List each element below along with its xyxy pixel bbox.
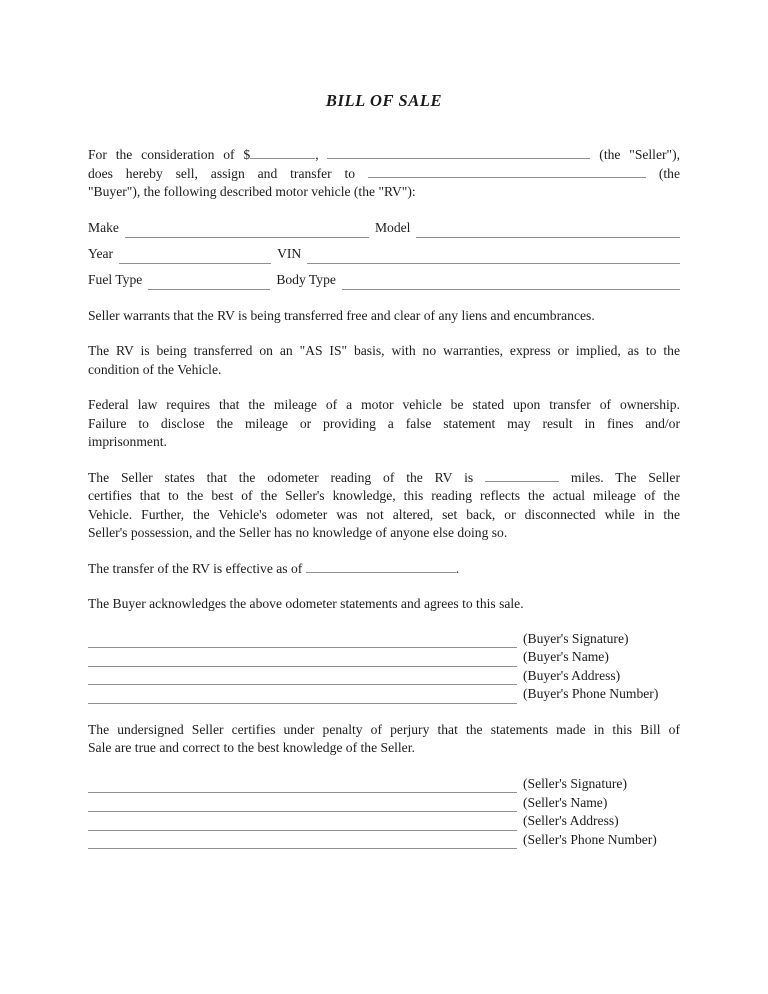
- model-label: Model: [374, 220, 411, 235]
- buyer-acknowledgement-paragraph: [88, 595, 680, 614]
- fuel-type-field-blank[interactable]: [148, 275, 270, 290]
- fuel-type-label: Fuel Type: [88, 272, 143, 287]
- transfer-date-text: The transfer of the RV is effective as of: [88, 560, 303, 576]
- seller-signature-block: [88, 775, 680, 849]
- odometer-reading-blank[interactable]: [485, 469, 559, 482]
- year-field-blank[interactable]: [119, 249, 271, 264]
- seller-signature-row: [88, 775, 680, 794]
- fuel-body-row: [88, 264, 680, 290]
- seller-phone-label: (Seller's Phone Number): [523, 831, 657, 847]
- odometer-paragraph: [88, 469, 680, 543]
- buyer-signature-blank[interactable]: [88, 634, 517, 648]
- seller-phone-row: [88, 831, 680, 850]
- warranty-text: Seller warrants that the RV is being transferred free and clear of any liens and encumbrances.: [88, 307, 595, 323]
- perjury-paragraph: [88, 721, 680, 758]
- odometer-line-3: Vehicle. Further, the Vehicle's odometer was not altered, set back, or disconnected while in the: [88, 506, 680, 522]
- federal-law-line-2: Failure to disclose the mileage or providing a false statement may result in fines and/or: [88, 415, 680, 431]
- seller-name-row: [88, 793, 680, 812]
- transfer-date-period: .: [455, 560, 460, 576]
- as-is-line-2: condition of the Vehicle.: [88, 361, 222, 377]
- buyer-name-row: [88, 648, 680, 667]
- perjury-line-1: The undersigned Seller certifies under penalty of perjury that the statements made in this Bill of: [88, 721, 680, 737]
- effective-date-blank[interactable]: [306, 560, 456, 573]
- warranty-paragraph: [88, 307, 680, 326]
- buyer-name-blank[interactable]: [368, 165, 646, 178]
- intro-text-1b: ,: [315, 147, 319, 162]
- buyer-name-label: (Buyer's Name): [523, 649, 609, 665]
- buyer-phone-label: (Buyer's Phone Number): [523, 686, 659, 702]
- intro-text-1a: For the consideration of $: [88, 147, 251, 162]
- as-is-line-1: The RV is being transferred on an "AS IS" basis, with no warranties, express or implied, as to the: [88, 343, 680, 358]
- transfer-date-paragraph: [88, 560, 680, 579]
- intro-line-1: [88, 146, 680, 165]
- seller-phone-blank[interactable]: [88, 835, 517, 849]
- intro-text-1c: (the "Seller"),: [599, 147, 680, 162]
- body-type-label: Body Type: [276, 272, 336, 287]
- federal-law-line-3: imprisonment.: [88, 434, 167, 449]
- perjury-line-2: Sale are true and correct to the best knowledge of the Seller.: [88, 740, 415, 756]
- buyer-signature-block: [88, 630, 680, 704]
- buyer-acknowledgement-text: The Buyer acknowledges the above odometer statements and agrees to this sale.: [88, 596, 524, 611]
- model-field-blank[interactable]: [416, 223, 680, 238]
- odometer-line-4: Seller's possession, and the Seller has no knowledge of anyone else doing so.: [88, 525, 508, 540]
- intro-text-2b: (the: [658, 165, 680, 181]
- buyer-address-label: (Buyer's Address): [523, 667, 621, 683]
- vin-field-blank[interactable]: [307, 249, 680, 264]
- consideration-amount-blank[interactable]: [250, 146, 315, 159]
- seller-name-blank[interactable]: [327, 146, 590, 159]
- intro-text-2a: does hereby sell, assign and transfer to: [88, 165, 356, 181]
- seller-signature-label: (Seller's Signature): [523, 775, 627, 791]
- federal-law-line-1: Federal law requires that the mileage of a motor vehicle be stated upon transfer of ownership.: [88, 397, 680, 412]
- buyer-address-blank[interactable]: [88, 671, 517, 685]
- federal-law-paragraph: [88, 396, 680, 452]
- form-title: BILL OF SALE: [325, 91, 443, 110]
- intro-line-2: [88, 165, 680, 184]
- buyer-signature-label: (Buyer's Signature): [523, 630, 629, 646]
- seller-name-label: (Seller's Name): [523, 794, 608, 810]
- make-field-blank[interactable]: [125, 223, 369, 238]
- seller-printed-name-blank[interactable]: [88, 798, 517, 812]
- buyer-phone-row: [88, 685, 680, 704]
- odometer-text-1a: The Seller states that the odometer reading of the RV is: [88, 469, 474, 485]
- make-model-row: [88, 212, 680, 238]
- odometer-line-1: [88, 469, 680, 488]
- buyer-printed-name-blank[interactable]: [88, 653, 517, 667]
- seller-address-row: [88, 812, 680, 831]
- body-type-field-blank[interactable]: [342, 275, 680, 290]
- intro-paragraph: [88, 146, 680, 202]
- vehicle-details-section: [88, 212, 680, 290]
- buyer-phone-blank[interactable]: [88, 690, 517, 704]
- seller-address-blank[interactable]: [88, 817, 517, 831]
- year-label: Year: [88, 246, 114, 261]
- make-label: Make: [88, 220, 119, 235]
- buyer-address-row: [88, 667, 680, 686]
- odometer-text-1b: miles. The Seller: [570, 469, 680, 485]
- year-vin-row: [88, 238, 680, 264]
- buyer-signature-row: [88, 630, 680, 649]
- as-is-paragraph: [88, 342, 680, 379]
- vin-label: VIN: [277, 246, 302, 261]
- odometer-line-2: certifies that to the best of the Seller's knowledge, this reading reflects the actual mileage of the: [88, 488, 680, 503]
- intro-line-3: "Buyer"), the following described motor vehicle (the "RV"):: [88, 184, 416, 199]
- seller-signature-blank[interactable]: [88, 779, 517, 793]
- seller-address-label: (Seller's Address): [523, 813, 619, 829]
